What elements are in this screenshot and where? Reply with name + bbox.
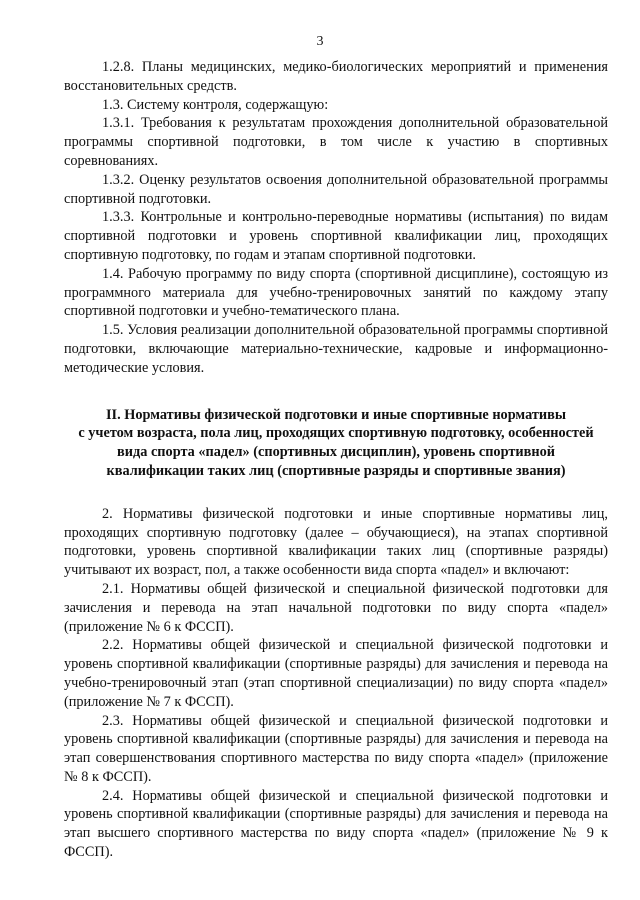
paragraph-2-2: 2.2. Нормативы общей физической и специальной физической подготовки и уровень спортивной квалификации (спортивные разряды) для зачисления и перевода на учебно-тренировочный этап (этап спортивной специализации) по виду спорта «падел» (приложение № 7 к ФССП). xyxy=(64,637,608,710)
section-heading-line: с учетом возраста, пола лиц, проходящих спортивную подготовку, особенностей xyxy=(78,425,594,442)
paragraph-1-3-1: 1.3.1. Требования к результатам прохождения дополнительной образовательной программы спортивной подготовки, в том числе к участию в спортивных соревнованиях. xyxy=(64,115,608,169)
paragraph-1-3-2: 1.3.2. Оценку результатов освоения дополнительной образовательной программы спортивной подготовки. xyxy=(64,171,608,207)
page-number: 3 xyxy=(316,34,324,49)
paragraph-1-3-3: 1.3.3. Контрольные и контрольно-переводные нормативы (испытания) по видам спортивной подготовки и уровень спортивной квалификации лиц, проходящих спортивную подготовку, по годам и этапам спортивной подготовки. xyxy=(64,209,608,263)
section-heading xyxy=(64,406,608,481)
section-heading-line: II. Нормативы физической подготовки и иные спортивные нормативы xyxy=(105,406,566,423)
section-heading-line: квалификации таких лиц (спортивные разряды и спортивные звания) xyxy=(106,462,566,479)
paragraph-1-5: 1.5. Условия реализации дополнительной образовательной программы спортивной подготовки, включающие материально-технические, кадровые и информационно-методические условия. xyxy=(64,322,608,376)
paragraph-2-3: 2.3. Нормативы общей физической и специальной физической подготовки и уровень спортивной квалификации (спортивные разряды) для зачисления и перевода на этап совершенствования спортивного мастерства по виду спорта «падел» (приложение № 8 к ФССП). xyxy=(64,712,608,785)
document-body xyxy=(64,58,608,862)
paragraph-2-4: 2.4. Нормативы общей физической и специальной физической подготовки и уровень спортивной квалификации (спортивные разряды) для зачисления и перевода на этап высшего спортивного мастерства по виду спорта «падел» (приложение № 9 к ФССП). xyxy=(64,787,608,861)
paragraph-2: 2. Нормативы физической подготовки и иные спортивные нормативы лиц, проходящих спортивную подготовку (далее – обучающиеся), на этапах спортивной подготовки, уровень спортивной квалификации таких лиц (спортивные разряды) учитывают их возраст, пол, а также особенности вида спорта «падел» и включают: xyxy=(64,505,608,579)
paragraph-1-4: 1.4. Рабочую программу по виду спорта (спортивной дисциплине), состоящую из программного материала для учебно-тренировочных занятий по каждому этапу спортивной подготовки и учебно-тематического плана. xyxy=(64,265,608,320)
paragraph-2-1: 2.1. Нормативы общей физической и специальной физической подготовки для зачисления и перевода на этап начальной подготовки по виду спорта «падел» (приложение № 6 к ФССП). xyxy=(64,580,608,635)
paragraph-1-2-8: 1.2.8. Планы медицинских, медико-биологических мероприятий и применения восстановительных средств. xyxy=(64,59,608,94)
section-heading-line: вида спорта «падел» (спортивных дисциплин), уровень спортивной xyxy=(117,444,555,461)
paragraph-1-3: 1.3. Систему контроля, содержащую: xyxy=(102,96,329,113)
